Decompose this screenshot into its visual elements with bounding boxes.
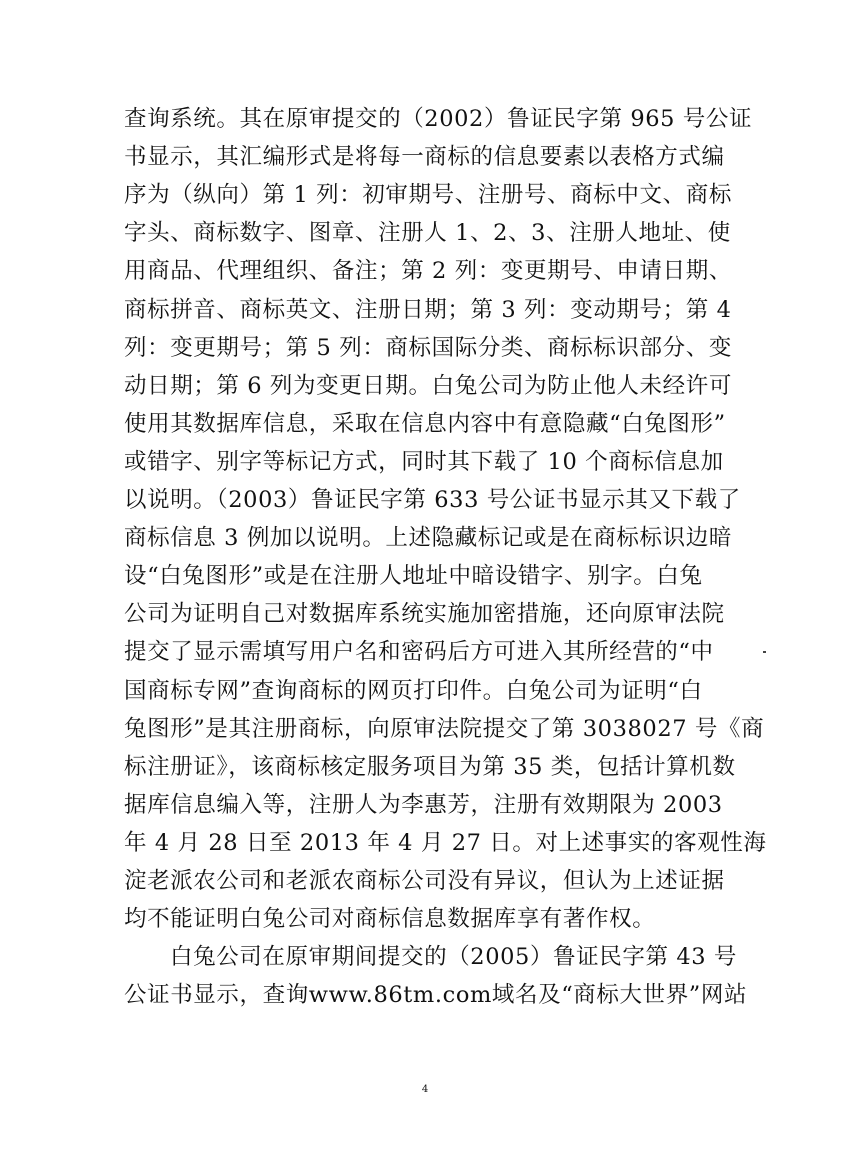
text-line: 以说明。（2003）鲁证民字第 633 号公证书显示其又下载了 [124,487,741,513]
text-line: 列：变更期号；第 5 列：商标国际分类、商标标识部分、变 [124,334,732,361]
text-line: 白兔公司在原审期间提交的（2005）鲁证民字第 43 号 [170,944,737,971]
text-line: 或错字、别字等标记方式，同时其下载了 10 个商标信息加 [124,448,724,475]
text-line: 标注册证》，该商标核定服务项目为第 35 类，包括计算机数 [124,753,736,780]
text-line: 使用其数据库信息，采取在信息内容中有意隐藏“白兔图形” [124,410,726,437]
text-line: 字头、商标数字、图章、注册人 1、2、3、注册人地址、使 [124,220,731,247]
scan-speck [763,651,766,653]
text-line: 均不能证明白兔公司对商标信息数据库享有著作权。 [124,906,656,933]
text-line: 书显示，其汇编形式是将每一商标的信息要素以表格方式编 [124,144,725,171]
text-line: 提交了显示需填写用户名和密码后方可进入其所经营的“中 [124,639,714,666]
text-line: 商标信息 3 例加以说明。上述隐藏标记或是在商标标识边暗 [124,525,732,552]
text-line: 设“白兔图形”或是在注册人地址中暗设错字、别字。白兔 [124,563,703,590]
text-line: 查询系统。其在原审提交的（2002）鲁证民字第 965 号公证 [124,106,753,132]
text-line: 用商品、代理组织、备注；第 2 列：变更期号、申请日期、 [124,258,732,285]
text-line: 公证书显示，查询www.86tm.com域名及“商标大世界”网站 [124,982,748,1009]
text-line: 序为（纵向）第 1 列：初审期号、注册号、商标中文、商标 [124,182,732,209]
page-number: 4 [421,1084,429,1095]
text-line: 年 4 月 28 日至 2013 年 4 月 27 日。对上述事实的客观性海 [124,829,767,856]
text-line: 国商标专网”查询商标的网页打印件。白兔公司为证明“白 [124,677,703,704]
text-line: 商标拼音、商标英文、注册日期；第 3 列：变动期号；第 4 [124,296,732,323]
text-line: 淀老派农公司和老派农商标公司没有异议，但认为上述证据 [124,868,725,894]
text-line: 据库信息编入等，注册人为李惠芳，注册有效期限为 2003 [124,791,723,818]
text-line: 兔图形”是其注册商标，向原审法院提交了第 3038027 号《商 [124,715,765,742]
text-line: 动日期；第 6 列为变更日期。白兔公司为防止他人未经许可 [124,372,732,399]
text-line: 公司为证明自己对数据库系统实施加密措施，还向原审法院 [124,601,725,628]
